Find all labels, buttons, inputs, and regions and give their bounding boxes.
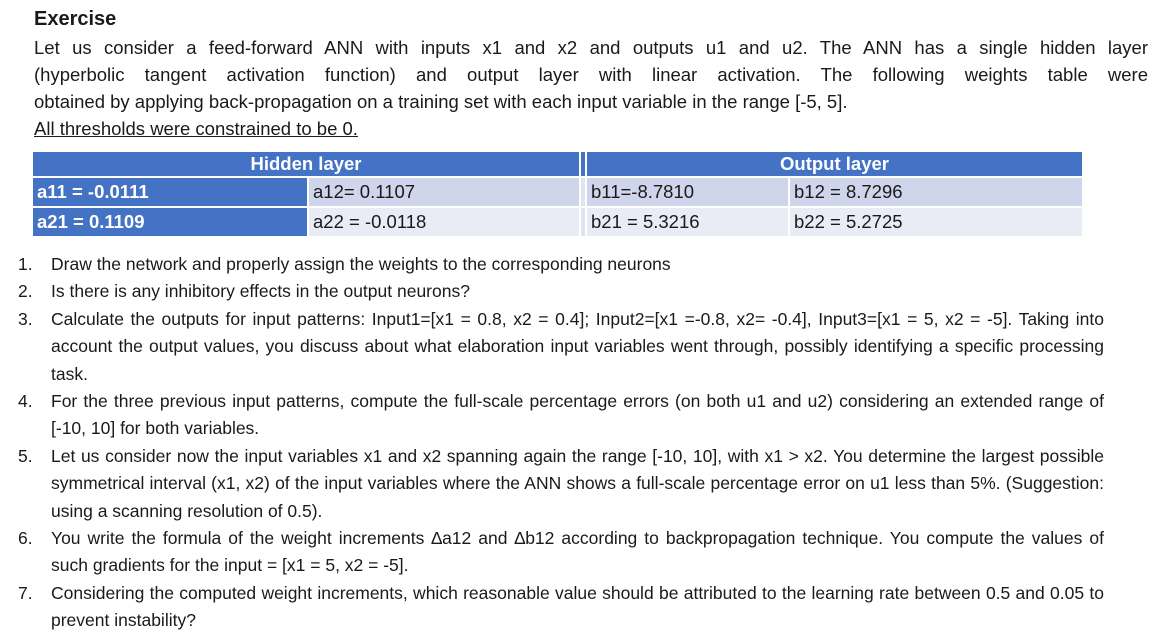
- list-item: [18, 306, 1104, 388]
- weight-a22: a22 = -0.0118: [309, 208, 581, 238]
- weight-b21: b21 = 5.3216: [587, 208, 790, 238]
- weights-table: [33, 152, 1084, 238]
- table-row: [33, 208, 1084, 238]
- weight-b11: b11=-8.7810: [587, 178, 790, 208]
- table-row: [33, 178, 1084, 208]
- intro-line-2: (hyperbolic tangent activation function) and output layer with linear activation. The following weights table were: [34, 64, 1148, 85]
- task-text: Considering the computed weight increments, which reasonable value should be attributed to the learning rate between 0.5 and 0.05 to prevent instability?: [51, 582, 1104, 631]
- weight-a11: a11 = -0.0111: [33, 178, 309, 208]
- list-item: [18, 251, 1104, 278]
- task-number: 3.: [18, 308, 33, 329]
- task-text: Draw the network and properly assign the weights to the corresponding neurons: [51, 254, 671, 274]
- task-text: Calculate the outputs for input patterns: Input1=[x1 = 0.8, x2 = 0.4]; Input2=[x1 =-0.8, x2= -0.4], Input3=[x1 = 5, x2 = -5]. Taking into account the output values, you discuss about what elaboration input variables went through, possibly identifying a specific processing task.: [51, 308, 1104, 384]
- list-item: [18, 388, 1104, 443]
- task-number: 1.: [18, 254, 33, 274]
- task-text: Is there is any inhibitory effects in the output neurons?: [51, 281, 470, 302]
- intro-line-3: obtained by applying back-propagation on a training set with each input variable in the range [-5, 5].: [34, 91, 848, 112]
- list-item: [18, 580, 1104, 635]
- list-item: [18, 525, 1104, 580]
- hidden-layer-header: Hidden layer: [33, 152, 581, 178]
- thresholds-note: All thresholds were constrained to be 0.: [34, 118, 358, 139]
- task-text: You write the formula of the weight increments ∆a12 and ∆b12 according to backpropagation technique. You compute the values of such gradients for the input = [x1 = 5, x2 = -5].: [51, 528, 1104, 576]
- task-number: 5.: [18, 445, 33, 466]
- weights-table-header: [33, 152, 1084, 178]
- task-number: 7.: [18, 582, 33, 603]
- intro-line-1: Let us consider a feed-forward ANN with inputs x1 and x2 and outputs u1 and u2. The ANN has a single hidden layer: [34, 37, 1148, 58]
- page-title: Exercise: [34, 8, 117, 30]
- list-item: [18, 278, 1104, 305]
- task-number: 6.: [18, 528, 33, 549]
- task-text: Let us consider now the input variables x1 and x2 spanning again the range [-10, 10], with x1 > x2. You determine the largest possible symmetrical interval (x1, x2) of the input variables where the ANN shows a full-scale percentage error on u1 less than 5%. (Suggestion: using a scanning resolution of 0.5).: [51, 445, 1104, 521]
- weight-b12: b12 = 8.7296: [790, 178, 1084, 208]
- output-layer-header: Output layer: [587, 152, 1084, 178]
- task-text: For the three previous input patterns, compute the full-scale percentage errors (on both u1 and u2) considering an extended range of [-10, 10] for both variables.: [51, 391, 1104, 439]
- weight-a21: a21 = 0.1109: [33, 208, 309, 238]
- intro-paragraph: [34, 34, 1148, 115]
- weight-b22: b22 = 5.2725: [790, 208, 1084, 238]
- task-list: [18, 251, 1104, 635]
- list-item: [18, 443, 1104, 525]
- task-number: 4.: [18, 391, 33, 412]
- task-number: 2.: [18, 281, 33, 302]
- weight-a12: a12= 0.1107: [309, 178, 581, 208]
